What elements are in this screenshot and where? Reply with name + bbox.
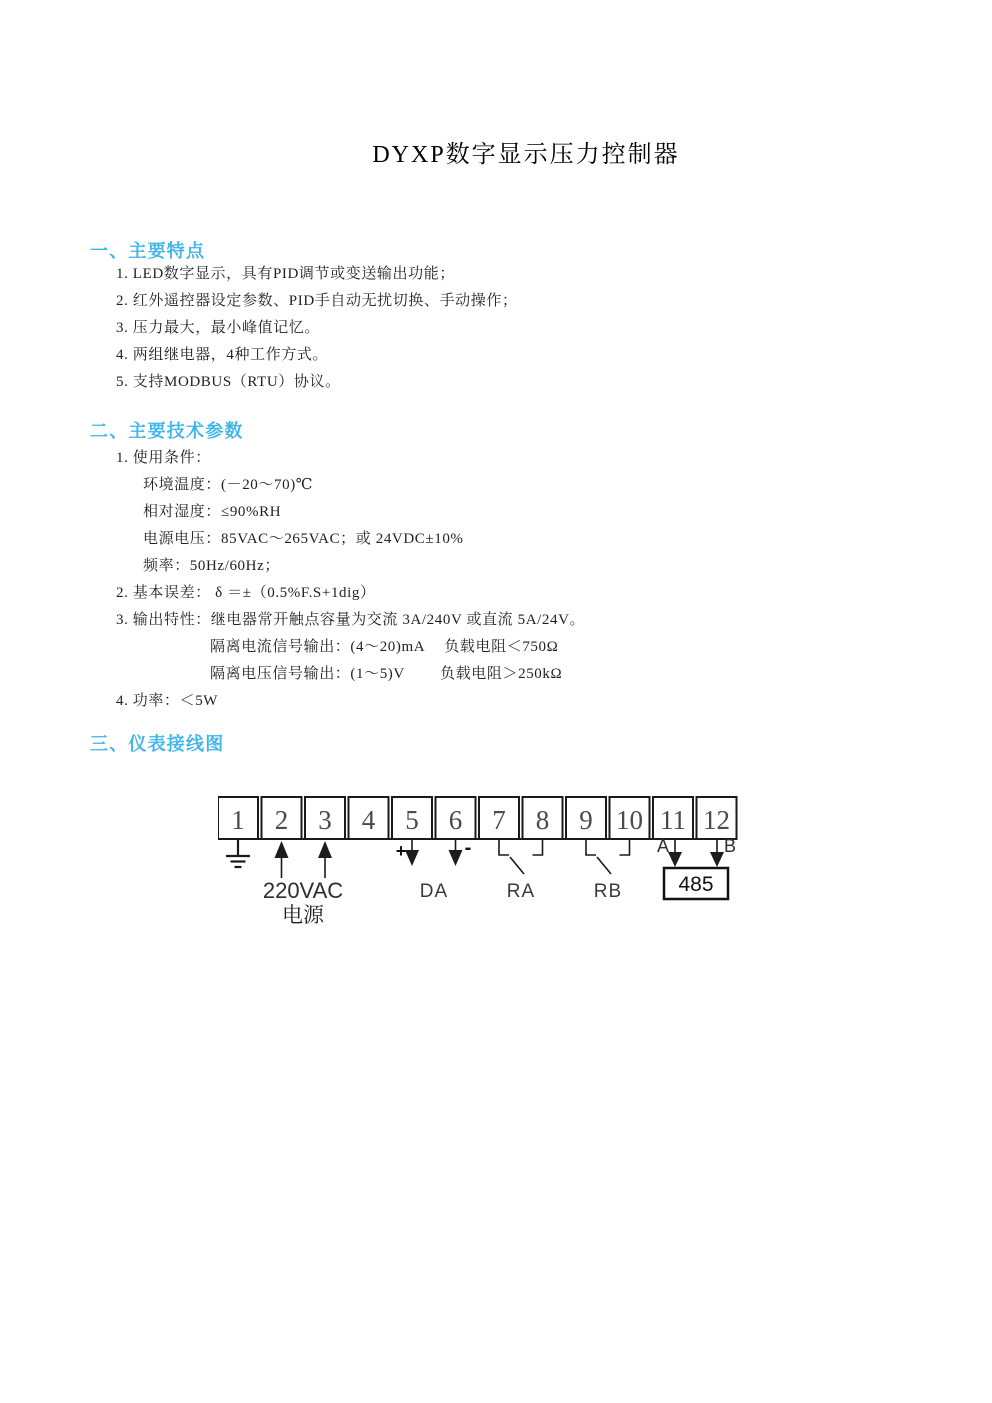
terminal-number: 7 <box>492 805 506 835</box>
da-output-arrow-icon <box>405 839 419 866</box>
spec-subitem: 频率：50Hz/60Hz； <box>143 558 280 574</box>
feature-item: 3. 压力最大，最小峰值记忆。 <box>116 320 321 336</box>
terminal-number: 3 <box>318 805 332 835</box>
feature-item: 4. 两组继电器，4种工作方式。 <box>116 347 329 363</box>
section-heading-wiring: 三、仪表接线图 <box>90 734 225 754</box>
feature-item: 1. LED数字显示，具有PID调节或变送输出功能； <box>116 266 455 282</box>
feature-item: 2. 红外遥控器设定参数、PID手自动无扰切换、手动操作； <box>116 293 518 309</box>
relay-rb-contact-icon <box>586 839 630 874</box>
rs485-a-label: A <box>656 836 669 856</box>
ground-icon <box>226 839 250 867</box>
terminal-number: 8 <box>535 805 550 835</box>
rb-label: RB <box>593 881 623 902</box>
spec-subitem: 环境温度：(－20～70)℃ <box>143 477 314 493</box>
power-voltage-label: 220VAC <box>262 878 344 903</box>
wiring-diagram <box>218 790 758 930</box>
spec-item: 1. 使用条件： <box>116 450 211 466</box>
spec-item: 3. 输出特性：继电器常开触点容量为交流 3A/240V 或直流 5A/24V。 <box>116 612 586 628</box>
power-source-label: 电源 <box>282 903 324 927</box>
terminal-number: 5 <box>405 805 419 835</box>
relay-ra-contact-icon <box>499 839 543 874</box>
spec-subitem: 隔离电压信号输出：(1～5)V 负载电阻＞250kΩ <box>210 666 563 682</box>
terminal-number: 10 <box>616 805 643 835</box>
terminal-number: 11 <box>660 805 686 835</box>
page-title: DYXP数字显示压力控制器 <box>372 142 680 168</box>
terminal-strip <box>218 797 737 839</box>
terminal-number: 2 <box>274 805 289 835</box>
terminal-number: 6 <box>448 805 463 835</box>
terminal-number: 9 <box>579 805 593 835</box>
section-heading-specs: 二、主要技术参数 <box>90 421 244 441</box>
terminal-numbers <box>231 805 730 835</box>
spec-subitem: 相对湿度：≤90%RH <box>143 504 282 520</box>
rs485-arrow-icon <box>668 839 682 867</box>
rs485-arrow-icon <box>710 839 724 867</box>
terminal-number: 1 <box>231 805 245 835</box>
power-arrow-up-icon <box>275 841 289 878</box>
spec-subitem: 电源电压：85VAC～265VAC；或 24VDC±10% <box>143 531 464 547</box>
terminal-number: 4 <box>361 805 376 835</box>
spec-item: 2. 基本误差： δ ＝±（0.5%F.S+1dig） <box>116 585 376 601</box>
da-label: DA <box>419 881 449 902</box>
ra-label: RA <box>506 881 536 902</box>
minus-sign: - <box>464 837 472 859</box>
da-output-arrow-icon <box>449 839 463 866</box>
rs485-label: 485 <box>678 873 714 896</box>
terminal-number: 12 <box>703 805 730 835</box>
section-heading-features: 一、主要特点 <box>90 241 206 261</box>
spec-subitem: 隔离电流信号输出：(4～20)mA 负载电阻＜750Ω <box>210 639 559 655</box>
plus-sign: + <box>395 841 407 861</box>
rs485-b-label: B <box>724 836 737 856</box>
spec-item: 4. 功率：＜5W <box>116 693 219 709</box>
power-arrow-up-icon <box>318 841 332 878</box>
feature-item: 5. 支持MODBUS（RTU）协议。 <box>116 374 341 390</box>
